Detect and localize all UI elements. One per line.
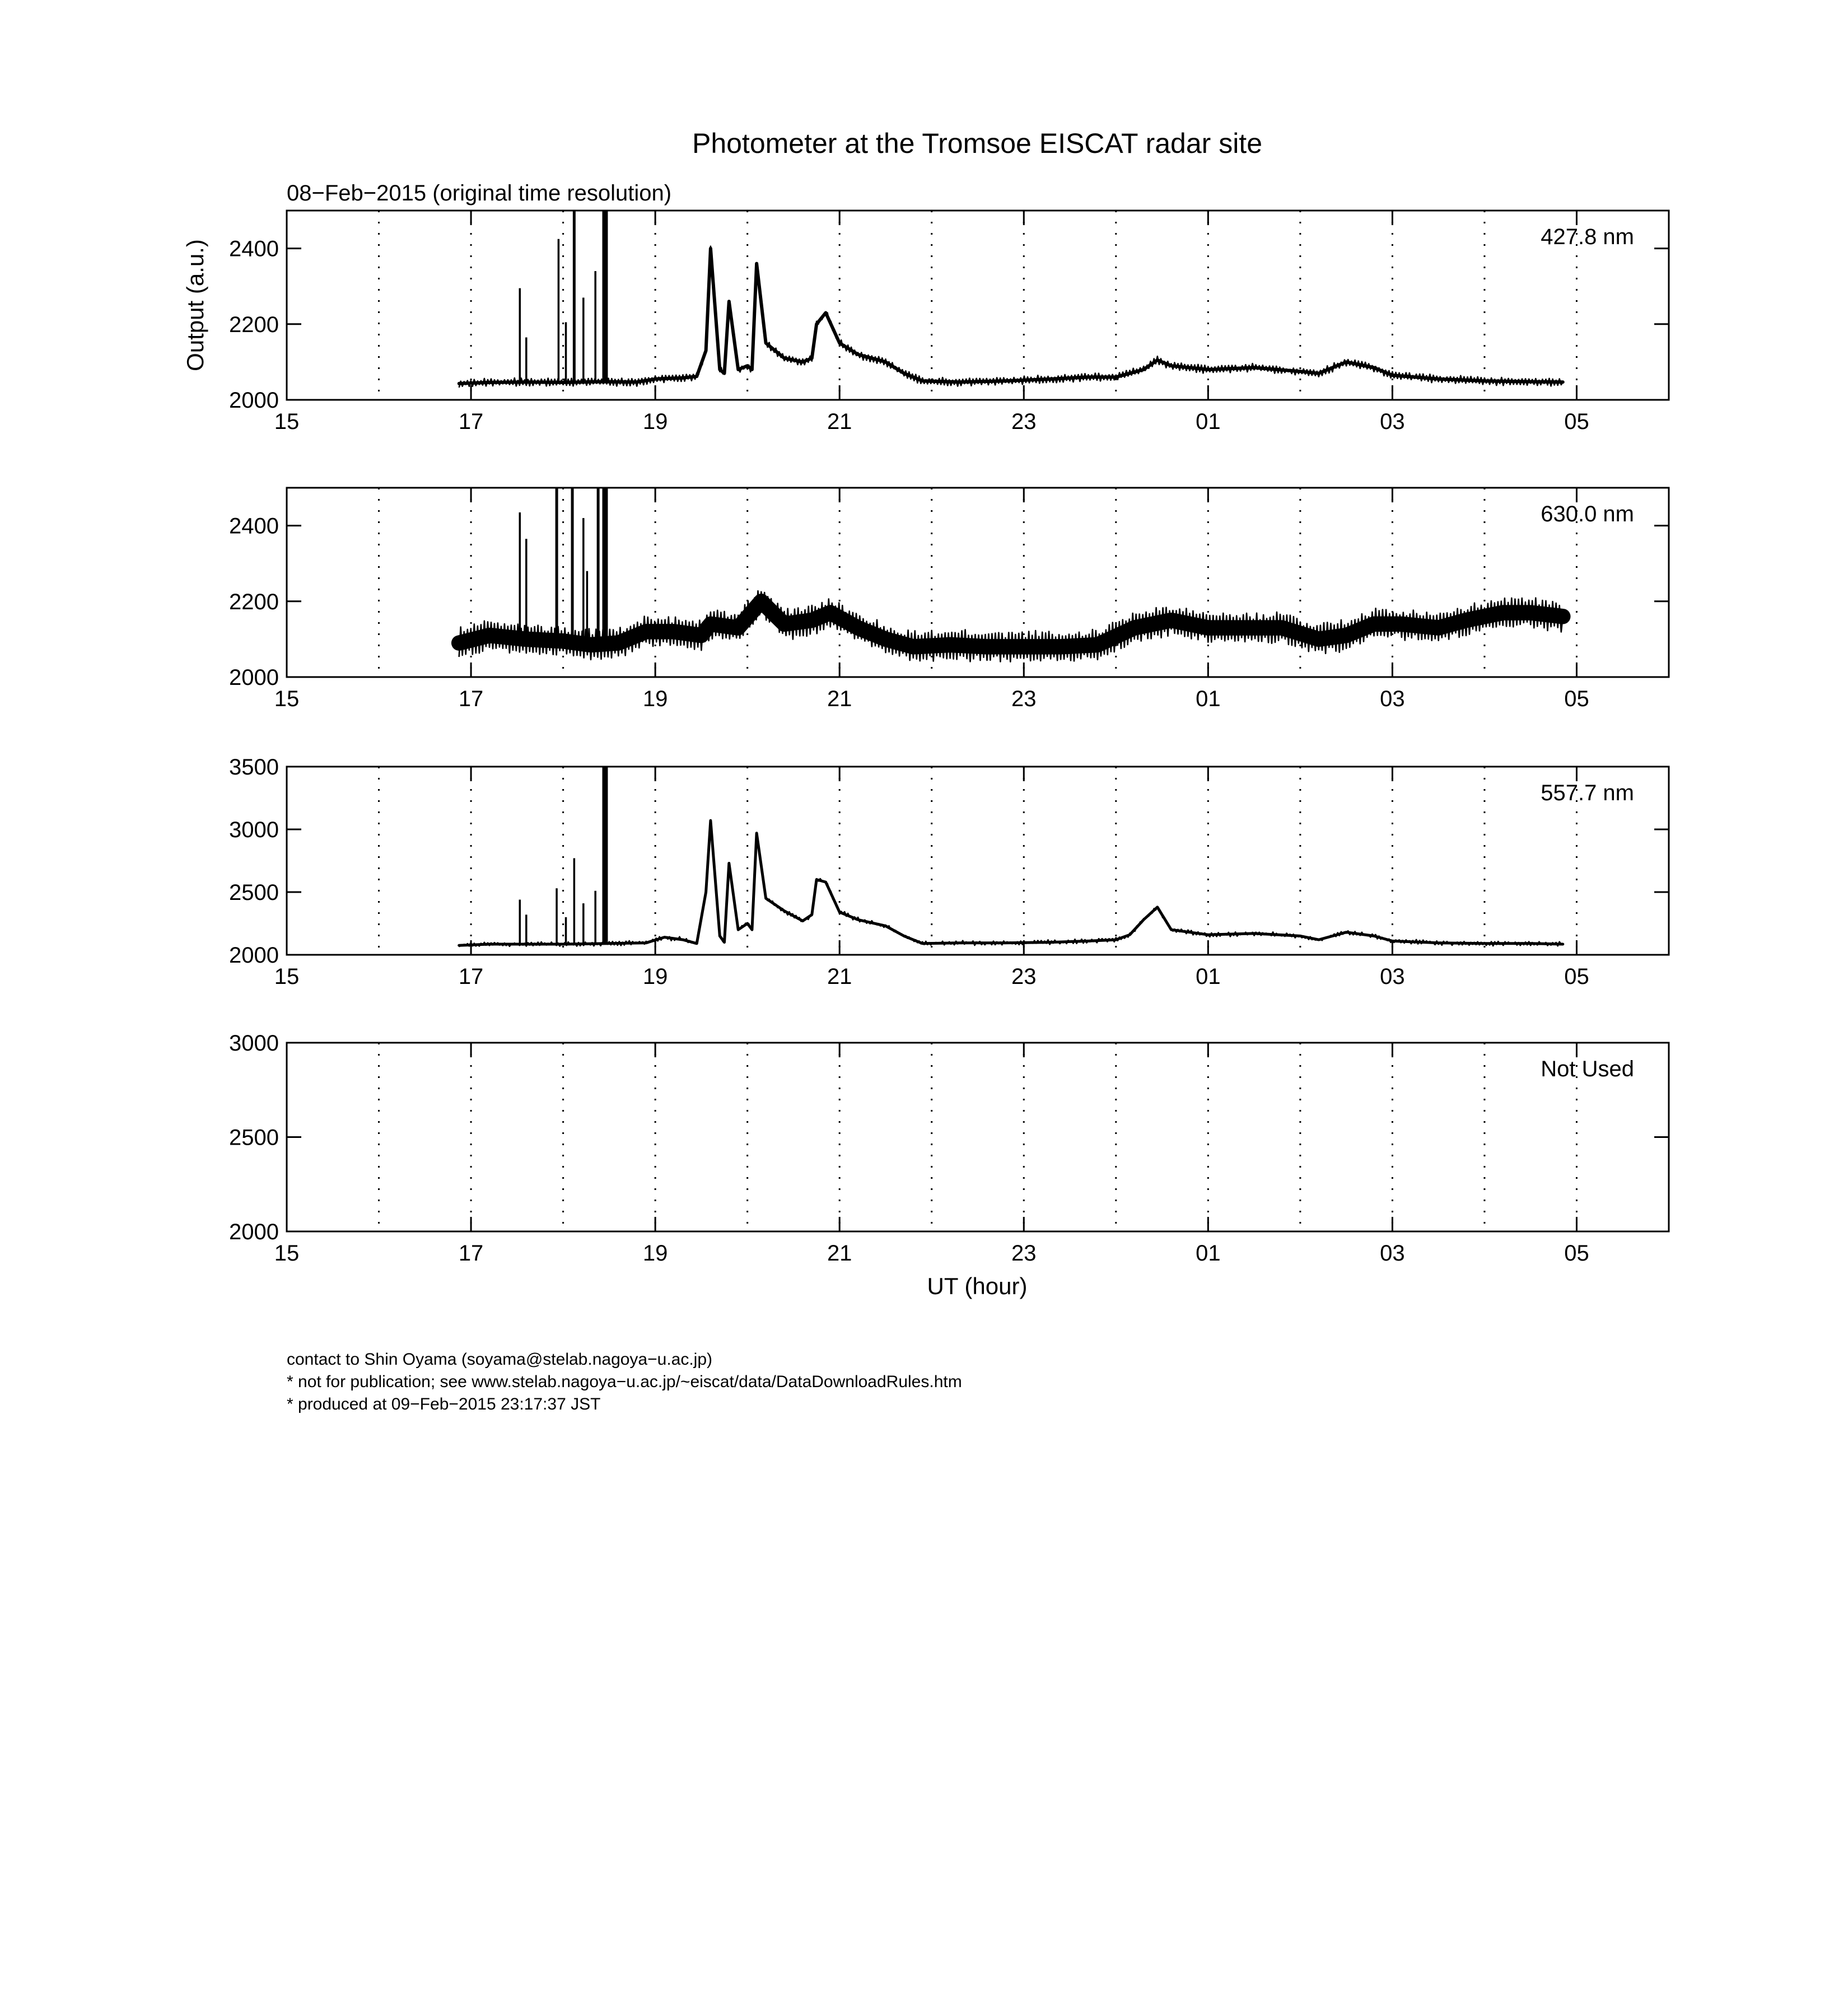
- y-tick-label: 2500: [229, 880, 279, 905]
- x-tick-label: 21: [827, 409, 852, 434]
- series-envelope: [459, 601, 1563, 647]
- panel-wavelength-label: Not Used: [1541, 1057, 1634, 1081]
- y-tick-label: 2000: [229, 388, 279, 413]
- footer-publication-note: * not for publication; see www.stelab.nagoya−u.ac.jp/~eiscat/data/DataDownloadRules.htm: [287, 1373, 962, 1391]
- x-tick-label: 03: [1380, 687, 1405, 711]
- y-tick-label: 2000: [229, 1220, 279, 1244]
- y-tick-label: 2000: [229, 665, 279, 690]
- y-tick-label: 2200: [229, 312, 279, 337]
- figure-title: Photometer at the Tromsoe EISCAT radar site: [692, 128, 1263, 159]
- panel-1: [229, 211, 1669, 434]
- y-tick-label: 2200: [229, 589, 279, 614]
- series-line-427-8-nm: [459, 246, 1563, 388]
- figure-subtitle: 08−Feb−2015 (original time resolution): [287, 181, 672, 206]
- x-tick-label: 23: [1011, 687, 1037, 711]
- series-envelope: [459, 249, 1563, 384]
- panel-wavelength-label: 557.7 nm: [1541, 781, 1634, 805]
- x-tick-label: 19: [642, 1241, 668, 1266]
- footer-contact: contact to Shin Oyama (soyama@stelab.nagoya−u.ac.jp): [287, 1350, 713, 1369]
- panel-4: [229, 1031, 1669, 1266]
- x-tick-label: 21: [827, 687, 852, 711]
- x-tick-label: 15: [274, 964, 300, 989]
- chart-panels: [229, 211, 1669, 1266]
- x-tick-label: 03: [1380, 409, 1405, 434]
- x-tick-label: 17: [458, 1241, 484, 1266]
- x-axis-label: UT (hour): [927, 1273, 1028, 1299]
- x-tick-label: 01: [1196, 964, 1221, 989]
- panel-2: [229, 488, 1669, 711]
- y-axis-label: Output (a.u.): [182, 239, 208, 371]
- x-tick-label: 23: [1011, 1241, 1037, 1266]
- y-tick-label: 2000: [229, 943, 279, 968]
- x-tick-label: 03: [1380, 1241, 1405, 1266]
- x-tick-label: 05: [1564, 1241, 1589, 1266]
- x-tick-label: 17: [458, 687, 484, 711]
- x-tick-label: 05: [1564, 964, 1589, 989]
- axes-frame: [287, 1043, 1669, 1231]
- series-envelope: [459, 820, 1563, 945]
- x-tick-label: 15: [274, 687, 300, 711]
- x-tick-label: 05: [1564, 409, 1589, 434]
- x-tick-label: 03: [1380, 964, 1405, 989]
- axes-frame: [287, 767, 1669, 955]
- y-tick-label: 2400: [229, 514, 279, 539]
- panel-wavelength-label: 630.0 nm: [1541, 502, 1634, 526]
- x-tick-label: 19: [642, 964, 668, 989]
- x-tick-label: 17: [458, 964, 484, 989]
- x-tick-label: 19: [642, 409, 668, 434]
- y-tick-label: 3000: [229, 1031, 279, 1056]
- series-line-557-7-nm: [459, 820, 1563, 947]
- x-tick-label: 15: [274, 409, 300, 434]
- x-tick-label: 05: [1564, 687, 1589, 711]
- footer-produced-timestamp: * produced at 09−Feb−2015 23:17:37 JST: [287, 1395, 601, 1413]
- y-tick-label: 2500: [229, 1125, 279, 1150]
- axes-frame: [287, 211, 1669, 400]
- x-tick-label: 23: [1011, 964, 1037, 989]
- x-tick-label: 21: [827, 964, 852, 989]
- x-tick-label: 15: [274, 1241, 300, 1266]
- x-tick-label: 01: [1196, 1241, 1221, 1266]
- x-tick-label: 01: [1196, 409, 1221, 434]
- y-tick-label: 3500: [229, 755, 279, 780]
- x-tick-label: 17: [458, 409, 484, 434]
- y-tick-label: 2400: [229, 236, 279, 262]
- panel-wavelength-label: 427.8 nm: [1541, 225, 1634, 249]
- x-tick-label: 21: [827, 1241, 852, 1266]
- y-tick-label: 3000: [229, 818, 279, 842]
- x-tick-label: 01: [1196, 687, 1221, 711]
- panel-3: [229, 755, 1669, 989]
- x-tick-label: 23: [1011, 409, 1037, 434]
- x-tick-label: 19: [642, 687, 668, 711]
